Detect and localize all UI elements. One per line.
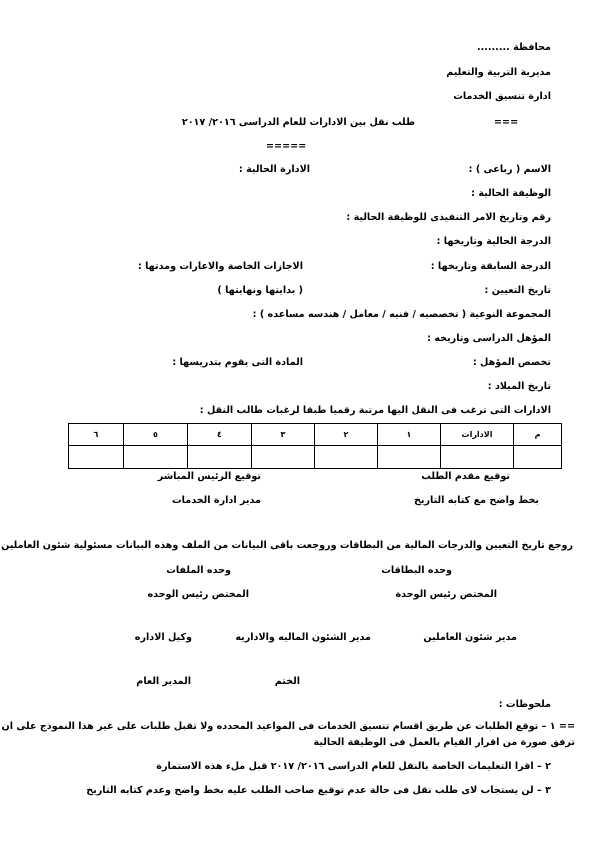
finance-director-label: مدير الشئون الماليه والاداريه xyxy=(235,632,371,643)
table-header-cell: ١ xyxy=(378,424,441,446)
appointment-date-label: تاريخ التعيين : xyxy=(484,285,551,296)
table-header-cell: م xyxy=(514,424,562,446)
subject-label: المادة التى يقوم بتدريسها : xyxy=(172,357,303,368)
general-director-label: المدير العام xyxy=(136,676,191,687)
table-cell[interactable] xyxy=(124,446,188,469)
current-admin-label: الادارة الحالية : xyxy=(238,164,310,175)
leaves-label: الاجازات الخاصة والاعارات ومدتها : xyxy=(137,261,303,272)
appointment-note: ( بدايتها ونهايتها ) xyxy=(217,285,303,296)
table-cell[interactable] xyxy=(378,446,441,469)
title-underline: ===== xyxy=(266,141,307,152)
qualification-label: المؤهل الدراسى وتاريخه : xyxy=(427,333,551,344)
group-label: المجموعة النوعية ( تخصصيه / فنيه / معامل / هندسه مساعده ) : xyxy=(252,309,551,320)
table-cell[interactable] xyxy=(252,446,315,469)
note-2: ٢ – اقرا التعليمات الخاصة بالنقل للعام الدراسى ٢٠١٦/ ٢٠١٧ قبل ملء هذه الاستمارة xyxy=(156,761,551,772)
table-cell[interactable] xyxy=(514,446,562,469)
table-cell[interactable] xyxy=(315,446,378,469)
table-header-cell: ٥ xyxy=(124,424,188,446)
files-unit-label: وحده الملفات xyxy=(166,565,231,576)
birth-date-label: تاريخ الميلاد : xyxy=(487,381,551,392)
current-grade-label: الدرجة الحالية وتاريخها : xyxy=(436,236,551,247)
current-job-label: الوظيفة الحالية : xyxy=(471,188,551,199)
table-header-cell: ٤ xyxy=(188,424,252,446)
clear-handwriting-note: بخط واضح مع كتابه التاريخ xyxy=(413,495,539,506)
hr-director-label: مدير شئون العاملين xyxy=(423,632,517,643)
note-1-line-1: == ١ – توقع الطلبات عن طريق اقسام تنسيق الخدمات فى المواعيد المحدده ولا تقبل طلبات على غير هذا النموذج على ان xyxy=(1,721,575,732)
preferences-intro: الادارات التى ترغب فى النقل اليها مرتبة رقميا طبقا لرغبات طالب النقل : xyxy=(199,405,551,416)
title-marks: === xyxy=(494,117,519,128)
table-header-cell: ٣ xyxy=(252,424,315,446)
table-cell[interactable] xyxy=(69,446,124,469)
table-header-cell: ٦ xyxy=(69,424,124,446)
directorate-label: مديرية التربية والتعليم xyxy=(446,67,551,78)
department-label: ادارة تنسيق الخدمات xyxy=(453,91,551,102)
cards-head-label: المختص رئيس الوحدة xyxy=(395,589,497,600)
table-cell[interactable] xyxy=(188,446,252,469)
files-head-label: المختص رئيس الوحده xyxy=(147,589,249,600)
deputy-label: وكيل الاداره xyxy=(134,632,192,643)
notes-heading: ملحوظات : xyxy=(498,699,551,710)
page-title: طلب نقل بين الادارات للعام الدراسى ٢٠١٦/ ٢٠١٧ xyxy=(181,117,415,128)
table-row xyxy=(69,446,562,469)
table-header-cell: ٢ xyxy=(315,424,378,446)
preferences-table xyxy=(68,423,562,469)
table-cell[interactable] xyxy=(441,446,514,469)
table-header-cell: الادارات xyxy=(441,424,514,446)
note-3: ٣ – لن يستجاب لاى طلب نقل فى حالة عدم توقيع صاحب الطلب عليه بخط واضح وعدم كتابه التاريخ xyxy=(86,785,551,796)
stamp-label: الختم xyxy=(274,676,300,687)
specialization-label: تخصص المؤهل : xyxy=(472,357,551,368)
prev-grade-label: الدرجة السابقة وتاريخها : xyxy=(430,261,551,272)
cards-unit-label: وحده البطاقات xyxy=(381,565,452,576)
direct-boss-signature-label: توقيع الرئيس المباشر xyxy=(157,471,261,482)
exec-order-label: رقم وتاريخ الامر التنفيذى للوظيفة الحالية : xyxy=(346,212,551,223)
applicant-signature-label: توقيع مقدم الطلب xyxy=(421,471,510,482)
name-field-label: الاسم ( رباعى ) : xyxy=(468,164,551,175)
note-1-line-2: ترفق صورة من اقرار القيام بالعمل فى الوظيفة الحالية xyxy=(313,737,575,748)
table-header-row xyxy=(69,424,562,446)
governorate-label: محافظة ......... xyxy=(476,42,551,53)
services-director-label: مدير ادارة الخدمات xyxy=(172,495,261,506)
review-statement: روجع تاريخ التعيين والدرجات المالية من البطاقات وروجعت باقى البيانات من الملف وهذه البيانات مسئولية شئون العاملين xyxy=(1,540,573,551)
